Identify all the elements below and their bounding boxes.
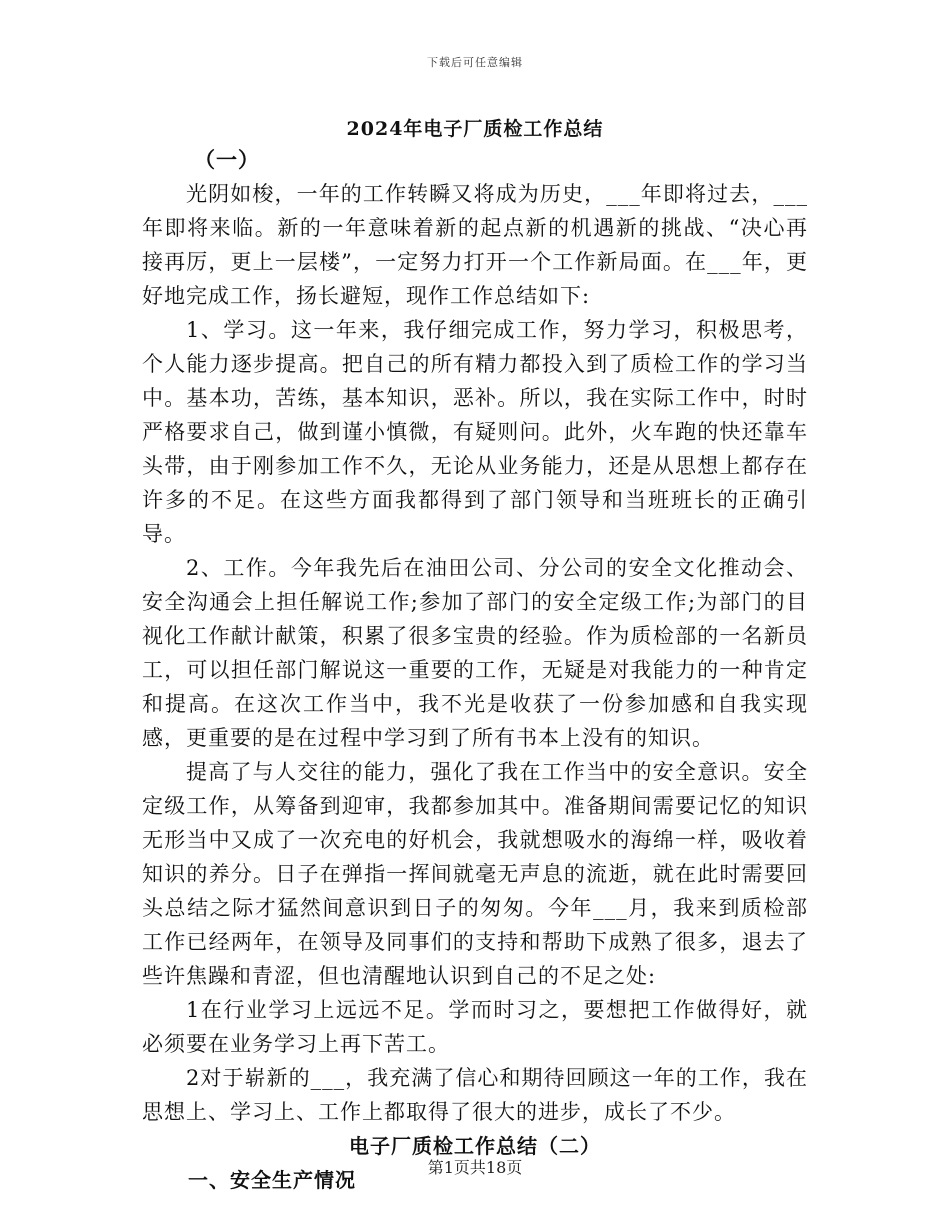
paragraph-growth: 提高了与人交往的能力，强化了我在工作当中的安全意识。安全定级工作，从筹备到迎审，我都参加其中。准备期间需要记忆的知识无形当中又成了一次充电的好机会，我就想吸水的海绵一样，吸收着知识的养分。日子在弹指一挥间就毫无声息的流逝，就在此时需要回头总结之际才猛然间意识到日子的匆匆。今年___月，我来到质检部工作已经两年，在领导及同事们的支持和帮助下成熟了很多，退去了些许焦躁和青涩，但也清醒地认识到自己的不足之处: [142, 760, 808, 988]
page-footer: 第1页共18页 [427, 1158, 523, 1177]
paragraph-shortcoming-2: 2对于崭新的___，我充满了信心和期待回顾这一年的工作，我在思想上、学习上、工作上都取得了很大的进步，成长了不少。 [142, 1066, 808, 1124]
paragraph-shortcoming-1: 1在行业学习上远远不足。学而时习之，要想把工作做得好，就必须要在业务学习上再下苦工。 [142, 998, 808, 1056]
page-header-note: 下载后可任意编辑 [427, 56, 523, 69]
section-2-heading: 一、安全生产情况 [188, 1168, 356, 1192]
section-2-title: 电子厂质检工作总结（二） [349, 1134, 601, 1158]
document-body [142, 143, 808, 1197]
section-label: （一） [194, 147, 260, 172]
paragraph-study: 1、学习。这一年来，我仔细完成工作，努力学习，积极思考，个人能力逐步提高。把自己的所有精力都投入到了质检工作的学习当中。基本功，苦练，基本知识，恶补。所以，我在实际工作中，时时严格要求自己，做到谨小慎微，有疑则问。此外，火车跑的快还靠车头带，由于刚参加工作不久，无论从业务能力，还是从思想上都存在许多的不足。在这些方面我都得到了部门领导和当班班长的正确引导。 [142, 318, 808, 546]
document-title: 2024年电子厂质检工作总结 [346, 118, 604, 140]
paragraph-intro: 光阴如梭，一年的工作转瞬又将成为历史，___年即将过去，___年即将来临。新的一年意味着新的起点新的机遇新的挑战、“决心再接再厉，更上一层楼”，一定努力打开一个工作新局面。在___年，更好地完成工作，扬长避短，现作工作总结如下: [142, 182, 808, 308]
paragraph-work: 2、工作。今年我先后在油田公司、分公司的安全文化推动会、安全沟通会上担任解说工作;参加了部门的安全定级工作;为部门的目视化工作献计献策，积累了很多宝贵的经验。作为质检部的一名新员工，可以担任部门解说这一重要的工作，无疑是对我能力的一种肯定和提高。在这次工作当中，我不光是收获了一份参加感和自我实现感，更重要的是在过程中学习到了所有书本上没有的知识。 [142, 556, 808, 750]
